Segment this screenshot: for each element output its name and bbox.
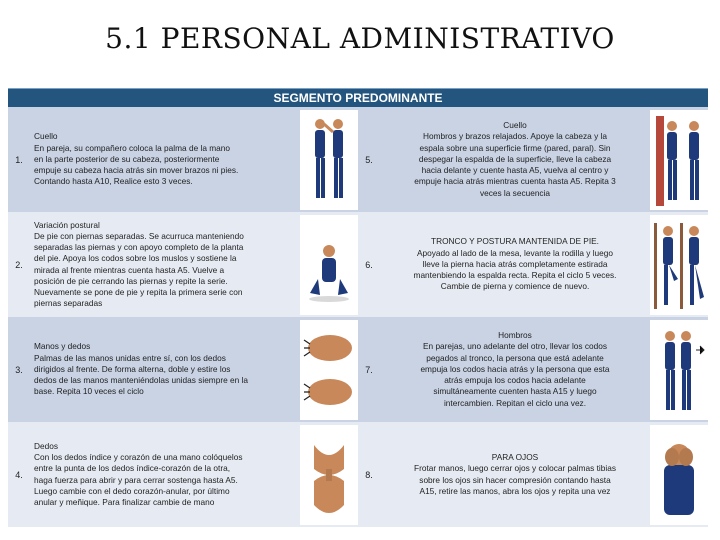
exercise-illustration [650, 422, 708, 527]
exercise-illustration [300, 107, 358, 212]
exercise-illustration [650, 317, 708, 422]
page-title: 5.1 PERSONAL ADMINISTRATIVO [105, 22, 615, 55]
exercise-number: 6. [358, 212, 380, 317]
exercise-number: 8. [358, 422, 380, 527]
exercise-text: Hombros En parejas, uno adelante del otro, llevar los codos pegados al tronco, la persona que está adelante empuja los codos hacia atrás y la persona que esta atrás empuja los codos hacia adelante simultáneamente cuenten hasta A15 y luego intercambien. Repitan el ciclo una vez. [380, 317, 650, 422]
exercise-text: Cuello Hombros y brazos relajados. Apoye la cabeza y la espala sobre una superficie firme (pared, paral). Sin despegar la espalda de la superficie, lleve la cabeza hacia delante y cuente hasta A5, vuelva al centro y empuje hacia atrás mientras cuenta hasta A5. Repita 3 veces la secuencia [380, 107, 650, 212]
table-row [8, 422, 708, 527]
exercise-number: 7. [358, 317, 380, 422]
exercise-illustration [650, 212, 708, 317]
exercise-text: Cuello En pareja, su compañero coloca la palma de la mano en la parte posterior de su cabeza, posteriormente empuje su cabeza hacia atrás sin mover brazos ni pies. Contando hasta A10, Realice esto 3 veces. [30, 107, 300, 212]
exercise-number: 5. [358, 107, 380, 212]
table-row [8, 212, 708, 317]
exercise-text: Variación postural De pie con piernas separadas. Se acurruca manteniendo separadas las piernas y con apoyo completo de la planta del pie. Apoya los codos sobre los muslos y sostiene la mirada al frente mientras cuenta hasta A5. Vuelve a posición de pie cerrando las piernas y repite la serie. Nuevamente se pone de pie y repita la primera serie con piernas separadas [30, 212, 300, 317]
exercise-illustration [300, 422, 358, 527]
exercise-number: 4. [8, 422, 30, 527]
exercise-text: Dedos Con los dedos índice y corazón de una mano colóquelos entre la punta de los dedos índice-corazón de la otra, haga fuerza para abrir y para cerrar sostenga hasta A5. Luego cambie con el dedo corazón-anular, por último anular y meñique. Para finalizar cambie de mano [30, 422, 300, 527]
exercise-number: 2. [8, 212, 30, 317]
table-row [8, 107, 708, 212]
exercise-text: TRONCO Y POSTURA MANTENIDA DE PIE. Apoyado al lado de la mesa, levante la rodilla y luego lleve la pierna hacia atrás completamente estirada mantenbiendo la espalda recta. Repita el ciclo 5 veces. Cambie de pierna y comience de nuevo. [380, 212, 650, 317]
exercise-text: PARA OJOS Frotar manos, luego cerrar ojos y colocar palmas tibias sobre los ojos sin hacer compresión contando hasta A15, retire las manos, abra los ojos y repita una vez [380, 422, 650, 527]
exercise-number: 3. [8, 317, 30, 422]
exercise-number: 1. [8, 107, 30, 212]
table-row [8, 317, 708, 422]
exercise-text: Manos y dedos Palmas de las manos unidas entre sí, con los dedos dirigidos al frente. De forma alterna, doble y estire los dedos de las manos manteniéndolas unidas siempre en la base. Repita 10 veces el ciclo [30, 317, 300, 422]
exercise-illustration [300, 212, 358, 317]
section-header: SEGMENTO PREDOMINANTE [8, 88, 708, 107]
exercise-illustration [650, 107, 708, 212]
exercise-table [8, 107, 708, 527]
exercise-illustration [300, 317, 358, 422]
